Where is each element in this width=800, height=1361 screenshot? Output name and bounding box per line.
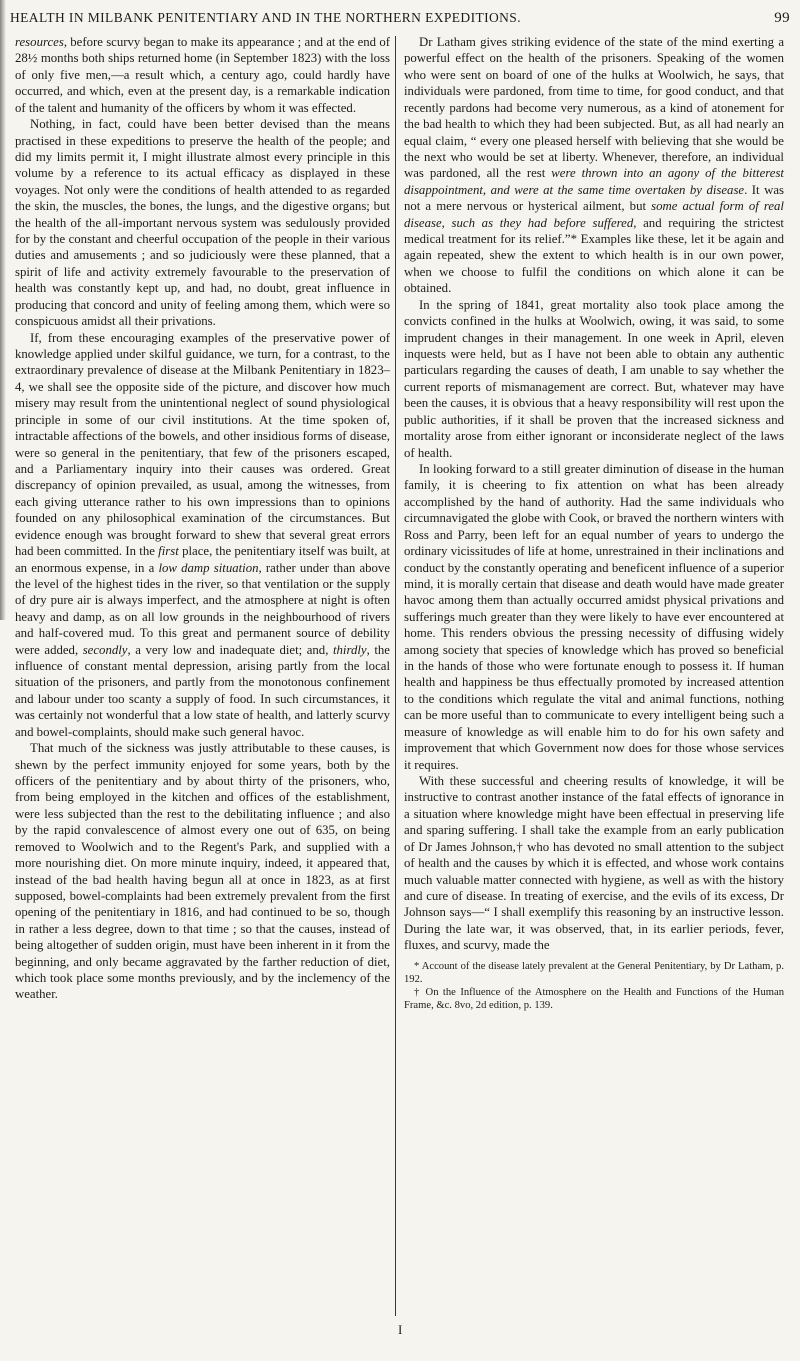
paragraph: With these successful and cheering results of knowledge, it will be instructive to contrast another instance of the fatal effects of ignorance in a situation where knowledge might have been effectual in preserving life and sparing suffering. I shall take the example from an early publication of Dr James Johnson,† who has devoted no small attention to the subject of health and the causes by which it is effected, and whose work contains much valuable matter connected with hygiene, as well as with the history and cure of disease. In treating of exercise, and the evils of its excess, Dr Johnson says—“ I shall exemplify this reasoning by an instructive lesson. During the late war, it was observed, that, in its earlier periods, fever, fluxes, and scurvy, made the: [404, 773, 784, 953]
paragraph: In the spring of 1841, great mortality also took place among the convicts confined in the hulks at Woolwich, owing, it was said, to some imprudent changes in their management. In one week in April, eleven inquests were held, but as I have not been able to obtain any authentic particulars regarding the causes of death, I am unable to say whether the current reports of mismanagement are correct. But, whatever may have been the causes, it is obvious that a heavy responsibility will rest upon the public authorities, if it shall be proven that the increased sickness and mortality arose from either ignorant or inconsiderate neglect of the laws of health.: [404, 297, 784, 460]
footnotes: [404, 960, 784, 1012]
paragraph: Nothing, in fact, could have been better devised than the means practised in these expeditions to preserve the health of the people; and did my limits permit it, I might illustrate almost every principle in this volume by a reference to its actual efficacy as displayed in these voyages. Not only were the conditions of health attended to as regarded the skin, the muscles, the bones, the lungs, and the digestive organs; but the health of the all-important nervous system was sedulously provided for by the constant and cheerful occupation of the people in their various duties and amusements ; and so judiciously were these planned, that a spirit of life and activity extremely favourable to the preservation of health was constantly kept up, and had, no doubt, great influence in producing that concord and unity of feeling among them, which were so conspicuous amidst all their privations.: [15, 117, 390, 329]
paragraph: In looking forward to a still greater diminution of disease in the human family, it is cheering to fix attention on what has been already accomplished by the hand of authority. Had the same individuals who circumnavigated the globe with Cook, or braved the northern winters with Ross and Parry, been left for an equal number of years to undergo the ordinary vicissitudes of life at home, unrestrained in their inclinations and conduct by the constantly operating and beneficent influence of a superior mind, it is morally certain that disease and death would have made greater havoc among them than actually occurred amidst physical privations and sufferings much greater than they were likely to have ever encountered at home. This renders obvious the pressing necessity of diffusing widely among society that species of knowledge which has proved so beneficial in the hands of those who were fortunate enough to possess it. If human health and happiness be thus effectually promoted by increased attention to the conditions which regulate the vital and animal functions, nothing can be more useful than to communicate to every intelligent being such a measure of knowledge as will enable him to do for his own safety and improvement that which Government now does for those whose services it requires.: [404, 461, 784, 772]
paragraph: Dr Latham gives striking evidence of the state of the mind exerting a powerful effect on the health of the prisoners. Speaking of the women who were sent on board of one of the hulks at Woolwich, he says, that individuals were pardoned, from time to time, for good conduct, and that recently pardons had become very numerous, as a kind of atonement for the bad health to which they had been subjected. But, as all had nearly an equal claim, “ every one pleased herself with believing that she would be the next who would be set at liberty. Whenever, therefore, an individual was pardoned, all the rest were thrown into an agony of the bitterest disappointment, and were at the same time overtaken by disease. It was not a mere nervous or hysterical ailment, but some actual form of real disease, such as they had before suffered, and requiring the strictest medical treatment for its relief.”* Examples like these, let it be again and again repeated, shew the extent to which health is in our own power, when we choose to fulfil the conditions on which alone it can be obtained.: [404, 35, 784, 296]
running-title: HEALTH IN MILBANK PENITENTIARY AND IN THE NORTHERN EXPEDITIONS.: [10, 10, 521, 25]
paragraph: If, from these encouraging examples of the preservative power of knowledge applied under skilful guidance, we turn, for a contrast, to the extraordinary prevalence of disease at the Milbank Penitentiary in 1823–4, we shall see the opposite side of the picture, and discover how much misery may result from the unintentional neglect of sound physiological principle in some of our civil institutions. At the time spoken of, intractable affections of the bowels, and other insidious forms of disease, were so general in the penitentiary, that few of the prisoners escaped, and a Parliamentary inquiry into their causes was ordered. Great discrepancy of opinion prevailed, as usual, among the witnesses, from each giving utterance rather to his own impressions than to opinions founded on any philosophical examination of the circumstances. But evidence enough was brought forward to shew that several great errors had been committed. In the first place, the penitentiary itself was built, at an enormous expense, in a low damp situation, rather under than above the level of the highest tides in the river, so that ventilation or the supply of dry pure air is always imperfect, and the atmosphere at night is often heavy and damp, as on all low grounds in the neighbourhood of rivers and half-covered mud. To this great and permanent source of debility were added, secondly, a very low and inadequate diet; and, thirdly, the influence of constant mental depression, arising partly from the local situation of the prisoners, and partly from the monotonous confinement and labour under too scanty a supply of food. In such circumstances, it was certainly not wonderful that a low state of health, and latterly scurvy and bowel-complaints, should make such general havoc.: [15, 330, 391, 739]
paragraph: resources, before scurvy began to make its appearance ; and at the end of 28½ months both ships returned home (in September 1823) with the loss of only five men,—a result which, a century ago, could hardly have occurred, and which, even at the present day, is a remarkable indication of the talent and humanity of the officers by whom it was effected.: [15, 35, 390, 115]
footnote: * Account of the disease lately prevalent at the General Penitentiary, by Dr Latham, p. 192.: [404, 960, 784, 985]
left-column: [15, 34, 390, 1003]
page-header: [10, 4, 790, 32]
footnote: † On the Influence of the Atmosphere on the Health and Functions of the Human Frame, &c. 8vo, 2d edition, p. 139.: [404, 986, 784, 1011]
signature-mark: I: [398, 1322, 403, 1337]
page-binding-shadow: [0, 0, 6, 620]
paragraph: That much of the sickness was justly attributable to these causes, is shewn by the perfect immunity enjoyed for some years, both by the officers of the penitentiary and by about thirty of the prisoners, who, from being employed in the kitchen and offices of the establishment, were less subjected than the rest to the debilitating influence ; and also by the rapid convalescence of almost every one out of 635, on being removed to Woolwich and to the Regent's Park, and supplied with a more nourishing diet. On more minute inquiry, indeed, it appeared that, instead of the bad health having begun all at once in 1823, as at first supposed, bowel-complaints had been extremely prevalent from the first opening of the penitentiary in 1816, and had continued to be so, though in rather a less degree, down to that time ; so that the causes, instead of being altogether of sudden origin, must have been inherent in it from the beginning, and only became aggravated by the farther reduction of diet, which took place some months previously, and by the inclemency of the weather.: [15, 741, 390, 1002]
right-column: [404, 34, 784, 1012]
column-divider: [395, 36, 396, 1316]
page-number: 99: [774, 10, 790, 26]
